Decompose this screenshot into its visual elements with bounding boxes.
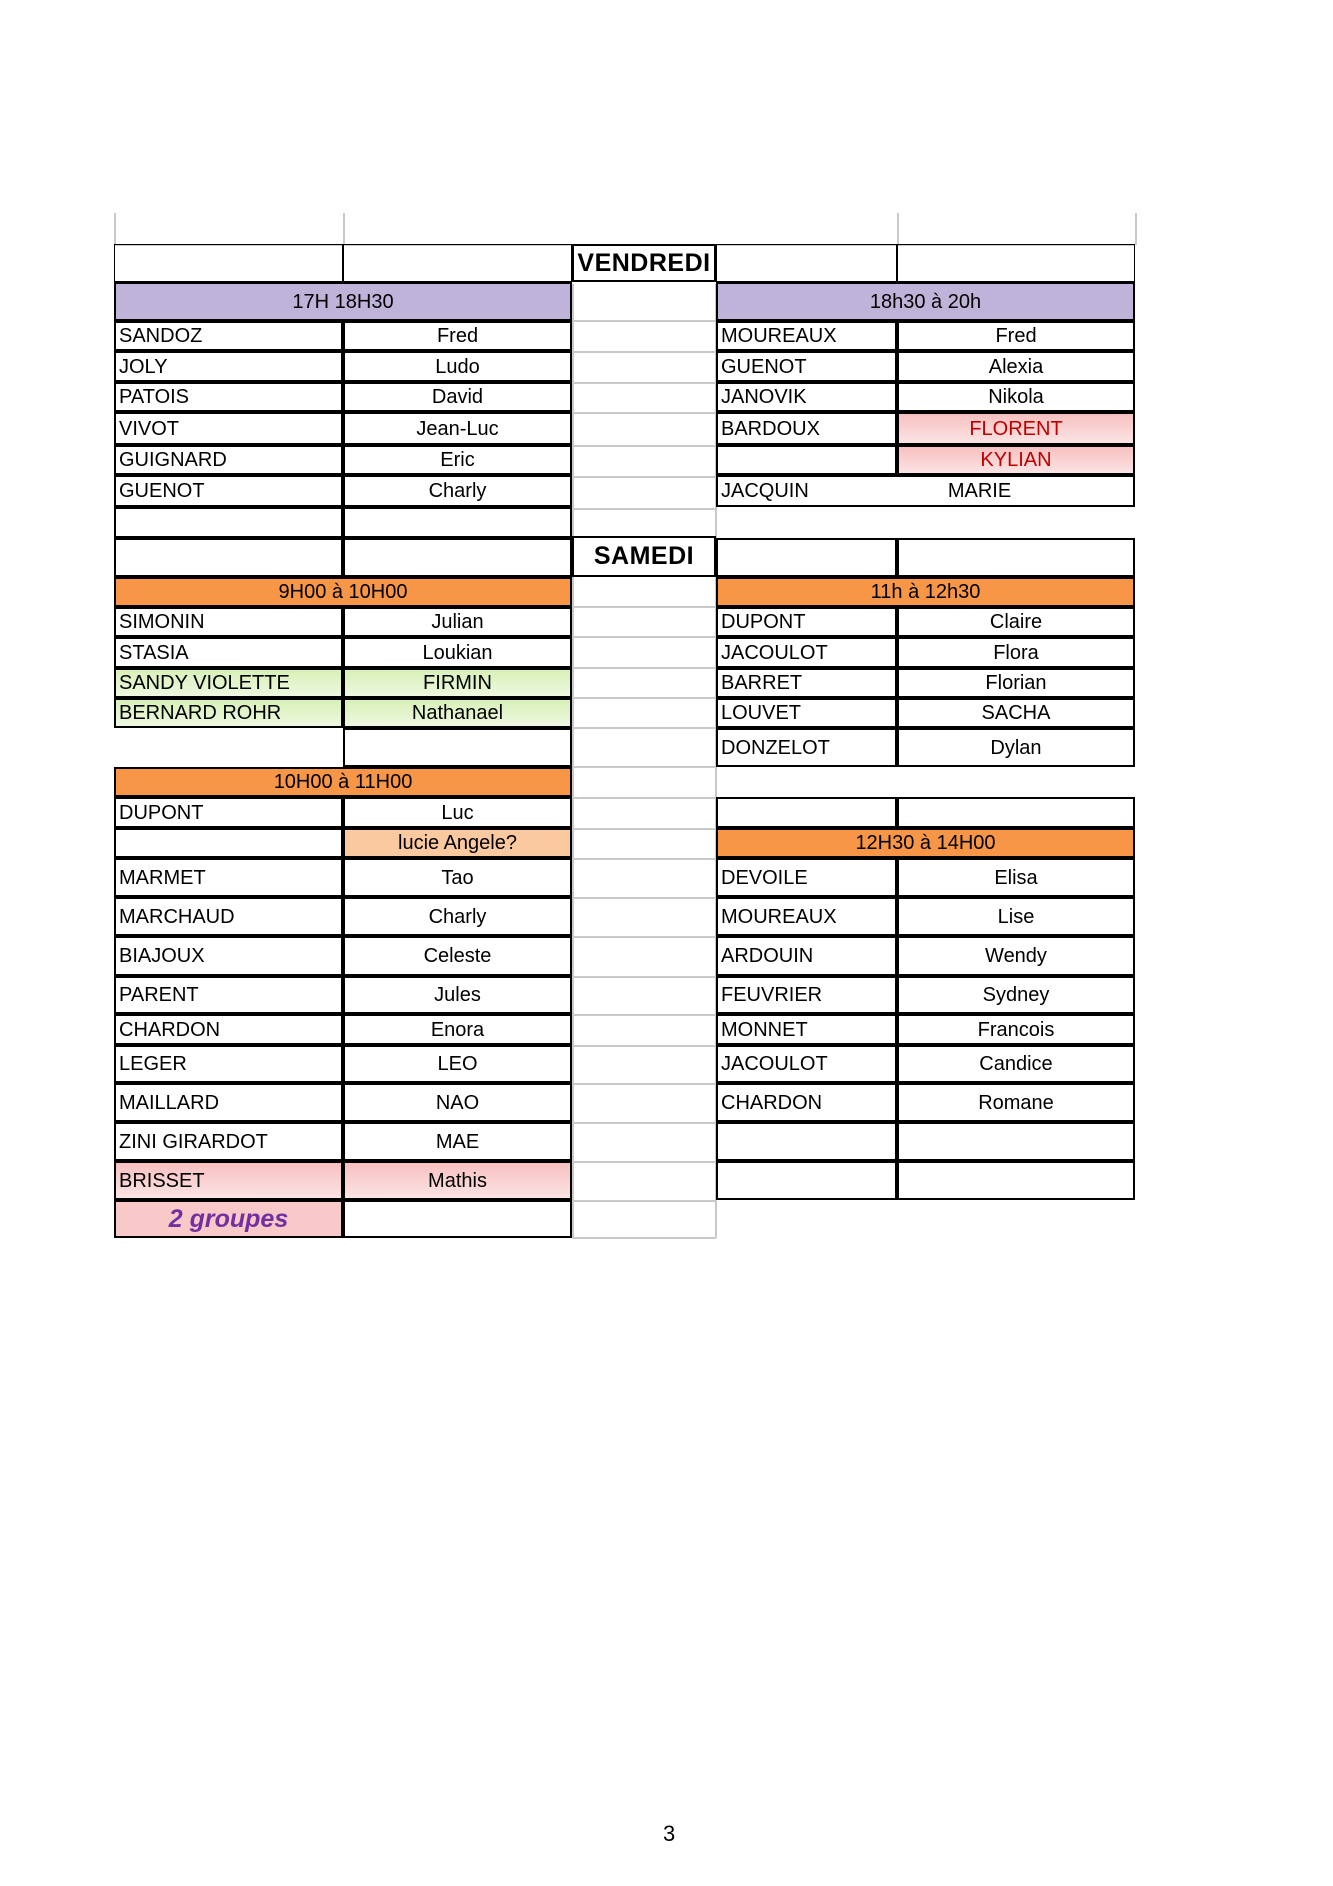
last-name-cell: JOLY: [114, 351, 343, 382]
gridline: [572, 858, 716, 860]
last-name-cell: JACQUIN: [721, 480, 809, 502]
gridline: [572, 1200, 716, 1202]
gridline: [343, 213, 345, 245]
name-row: [716, 475, 1135, 507]
last-name-cell: CHARDON: [114, 1014, 343, 1045]
blank-cell: [897, 538, 1135, 577]
day-title-vendredi: VENDREDI: [572, 244, 716, 282]
time-slot-header: 11h à 12h30: [716, 577, 1135, 607]
gridline: [572, 936, 716, 938]
last-name-cell: MONNET: [716, 1014, 897, 1045]
first-name-cell: Tao: [343, 858, 572, 897]
last-name-cell: STASIA: [114, 637, 343, 668]
last-name-cell: SIMONIN: [114, 607, 343, 637]
gridline: [572, 636, 716, 638]
blank-cell: [114, 538, 343, 577]
first-name-cell: Romane: [897, 1083, 1135, 1122]
first-name-cell: LEO: [343, 1045, 572, 1083]
last-name-cell: DUPONT: [114, 797, 343, 828]
first-name-cell: Jules: [343, 976, 572, 1014]
blank-cell: [897, 1161, 1135, 1200]
gridline: [572, 508, 716, 510]
last-name-cell: SANDY VIOLETTE: [114, 668, 343, 698]
gridline: [572, 797, 716, 799]
first-name-cell: Loukian: [343, 637, 572, 668]
gridline: [572, 1122, 716, 1124]
gridline: [572, 667, 716, 669]
first-name-cell: FIRMIN: [343, 668, 572, 698]
last-name-cell: JANOVIK: [716, 382, 897, 412]
first-name-cell: Dylan: [897, 728, 1135, 767]
first-name-cell: Luc: [343, 797, 572, 828]
blank-cell: [716, 244, 897, 282]
time-slot-header: 12H30 à 14H00: [716, 828, 1135, 858]
last-name-cell: MARMET: [114, 858, 343, 897]
first-name-cell: Fred: [897, 321, 1135, 351]
first-name-cell: Francois: [897, 1014, 1135, 1045]
gridline: [1135, 213, 1137, 245]
gridline: [572, 1161, 716, 1163]
first-name-cell: Charly: [343, 475, 572, 507]
last-name-cell: VIVOT: [114, 412, 343, 445]
first-name-cell: Wendy: [897, 936, 1135, 976]
gridline: [572, 697, 716, 699]
first-name-cell: KYLIAN: [897, 445, 1135, 475]
first-name-cell: Julian: [343, 607, 572, 637]
last-name-cell: MAILLARD: [114, 1083, 343, 1122]
first-name-cell: Nathanael: [343, 698, 572, 728]
last-name-cell: BARDOUX: [716, 412, 897, 445]
blank-cell: [716, 1161, 897, 1200]
last-name-cell: JACOULOT: [716, 1045, 897, 1083]
last-name-cell: GUENOT: [716, 351, 897, 382]
last-name-cell: DEVOILE: [716, 858, 897, 897]
blank-cell: [343, 1200, 572, 1238]
last-name-cell: PARENT: [114, 976, 343, 1014]
gridline: [572, 828, 716, 830]
last-name-cell: GUENOT: [114, 475, 343, 507]
gridline: [572, 1045, 716, 1047]
last-name-cell: FEUVRIER: [716, 976, 897, 1014]
last-name-cell: MOUREAUX: [716, 897, 897, 936]
last-name-cell: PATOIS: [114, 382, 343, 412]
blank-cell: [343, 538, 572, 577]
last-name-cell: CHARDON: [716, 1083, 897, 1122]
blank-cell: [343, 728, 572, 767]
last-name-cell: MARCHAUD: [114, 897, 343, 936]
gridline: [572, 320, 716, 322]
blank-cell: [897, 244, 1135, 282]
blank-cell: [343, 507, 572, 538]
gridline: [572, 976, 716, 978]
first-name-cell: Enora: [343, 1014, 572, 1045]
last-name-cell: BERNARD ROHR: [114, 698, 343, 728]
first-name-cell: Charly: [343, 897, 572, 936]
gridline: [572, 382, 716, 384]
last-name-cell: LOUVET: [716, 698, 897, 728]
last-name-cell: [716, 445, 897, 475]
blank-cell: [716, 1122, 897, 1161]
gridline: [572, 897, 716, 899]
gridline: [572, 284, 574, 1238]
last-name-cell: BIAJOUX: [114, 936, 343, 976]
first-name-cell: NAO: [343, 1083, 572, 1122]
gridline: [572, 412, 716, 414]
first-name-cell: Fred: [343, 321, 572, 351]
first-name-cell: Candice: [897, 1045, 1135, 1083]
last-name-cell: ZINI GIRARDOT: [114, 1122, 343, 1161]
first-name-cell: David: [343, 382, 572, 412]
last-name-cell: ARDOUIN: [716, 936, 897, 976]
gridline: [572, 1014, 716, 1016]
time-slot-header: 9H00 à 10H00: [114, 577, 572, 607]
last-name-cell: LEGER: [114, 1045, 343, 1083]
first-name-cell: lucie Angele?: [343, 828, 572, 858]
blank-cell: [897, 797, 1135, 828]
first-name-cell: Alexia: [897, 351, 1135, 382]
gridline: [572, 476, 716, 478]
gridline: [572, 766, 716, 768]
blank-cell: [114, 507, 343, 538]
last-name-cell: BRISSET: [114, 1161, 343, 1200]
first-name-cell: Florian: [897, 668, 1135, 698]
first-name-cell: Sydney: [897, 976, 1135, 1014]
gridline: [572, 1237, 716, 1239]
first-name-cell: MAE: [343, 1122, 572, 1161]
first-name-cell: Mathis: [343, 1161, 572, 1200]
blank-cell: [897, 1122, 1135, 1161]
gridline: [114, 213, 116, 245]
gridline: [572, 445, 716, 447]
last-name-cell: JACOULOT: [716, 637, 897, 668]
blank-cell: [343, 244, 572, 282]
first-name-cell: FLORENT: [897, 412, 1135, 445]
last-name-cell: [114, 828, 343, 858]
blank-cell: [716, 538, 897, 577]
last-name-cell: BARRET: [716, 668, 897, 698]
first-name-cell: Eric: [343, 445, 572, 475]
first-name-cell: MARIE: [947, 480, 1012, 502]
first-name-cell: Ludo: [343, 351, 572, 382]
day-title-samedi: SAMEDI: [572, 536, 716, 577]
blank-cell: [114, 244, 343, 282]
time-slot-header: 17H 18H30: [114, 282, 572, 321]
first-name-cell: Jean-Luc: [343, 412, 572, 445]
last-name-cell: DUPONT: [716, 607, 897, 637]
first-name-cell: Lise: [897, 897, 1135, 936]
first-name-cell: Flora: [897, 637, 1135, 668]
last-name-cell: GUIGNARD: [114, 445, 343, 475]
first-name-cell: Claire: [897, 607, 1135, 637]
first-name-cell: SACHA: [897, 698, 1135, 728]
gridline: [572, 351, 716, 353]
gridline: [572, 606, 716, 608]
gridline: [897, 213, 899, 245]
gridline: [572, 727, 716, 729]
first-name-cell: Elisa: [897, 858, 1135, 897]
first-name-cell: Nikola: [897, 382, 1135, 412]
blank-cell: [716, 797, 897, 828]
last-name-cell: SANDOZ: [114, 321, 343, 351]
page-number: 3: [663, 1821, 676, 1846]
time-slot-header: 18h30 à 20h: [716, 282, 1135, 321]
time-slot-header: 10H00 à 11H00: [114, 767, 572, 797]
gridline: [572, 1083, 716, 1085]
groups-note: 2 groupes: [114, 1200, 343, 1238]
last-name-cell: MOUREAUX: [716, 321, 897, 351]
first-name-cell: Celeste: [343, 936, 572, 976]
last-name-cell: DONZELOT: [716, 728, 897, 767]
